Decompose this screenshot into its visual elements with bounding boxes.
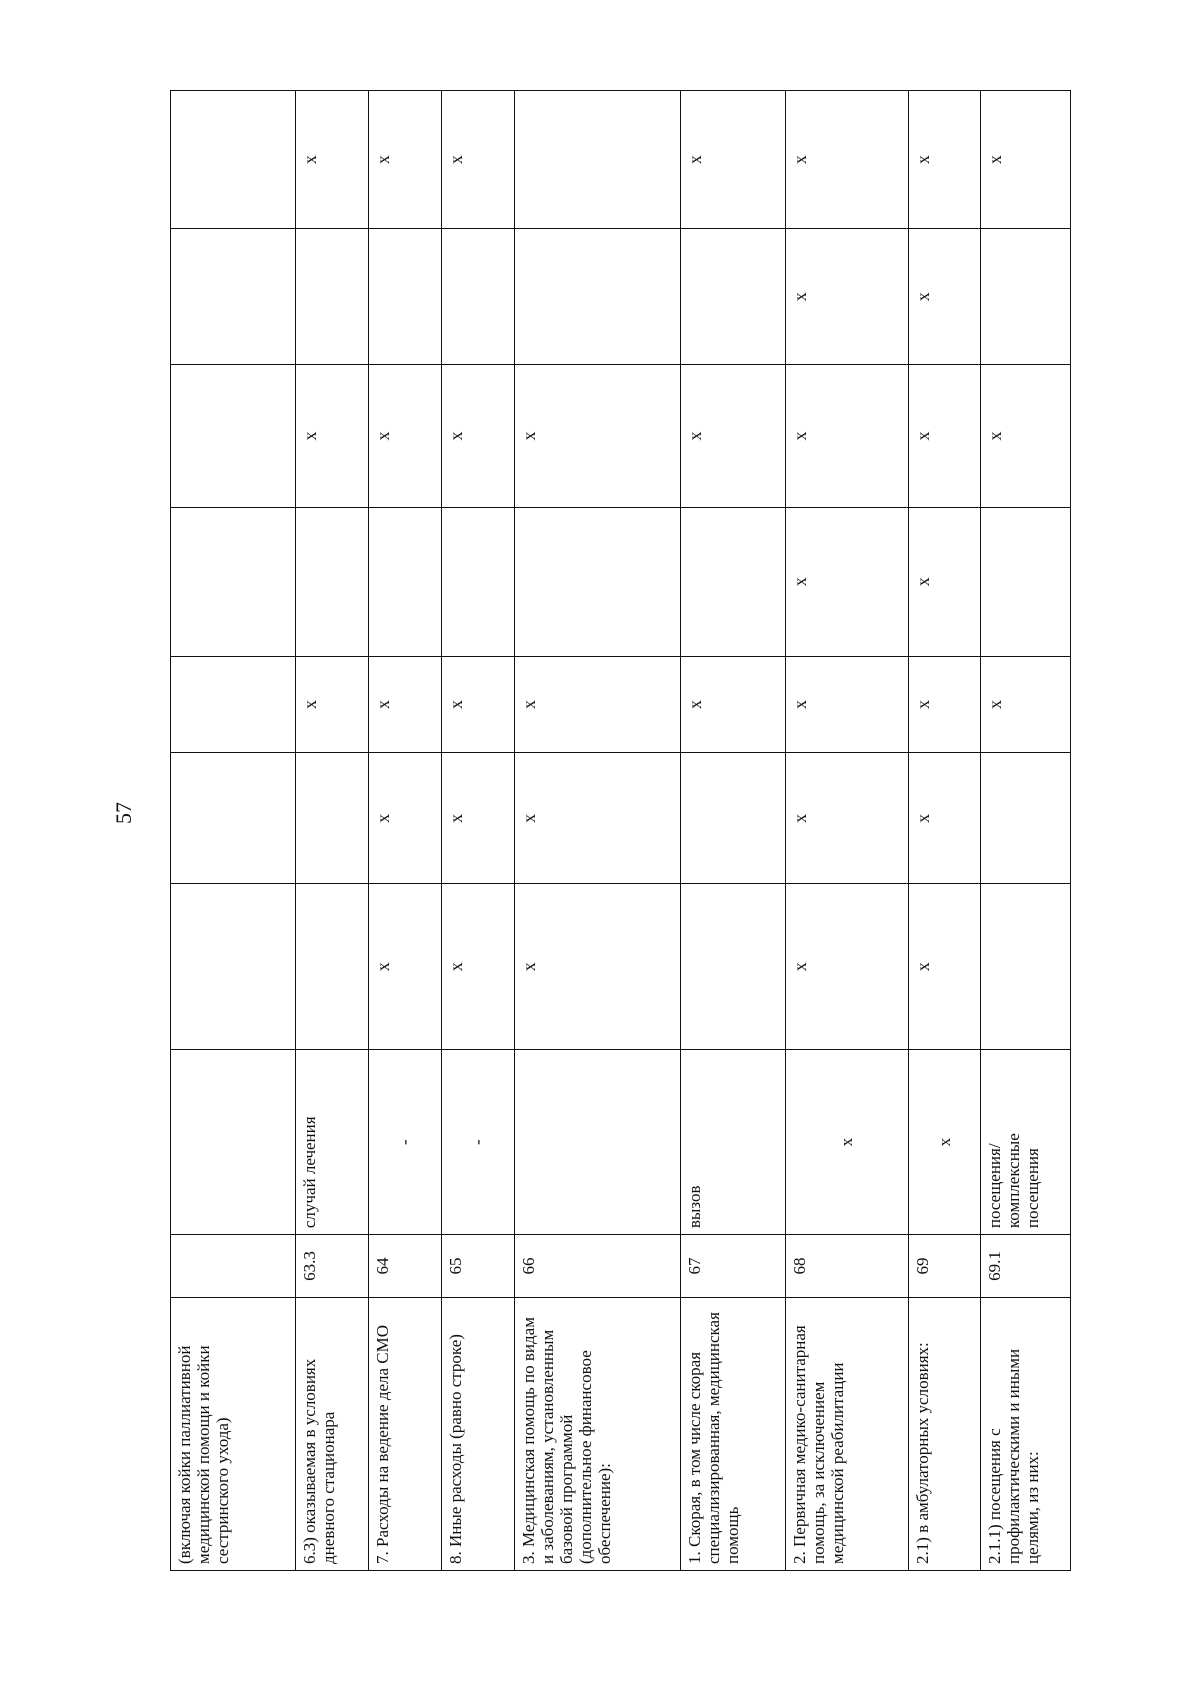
row-code-cell: 67 [680, 1235, 785, 1298]
row-value-cell-4: х [785, 507, 908, 656]
row-value-cell-6 [295, 229, 368, 365]
table-row [295, 90, 368, 1570]
row-value-cell-7: х [441, 90, 514, 228]
row-value-cell-4 [680, 507, 785, 656]
row-value-cell-3: х [785, 656, 908, 753]
row-value-cell-7: х [785, 90, 908, 228]
row-unit-cell: вызов [680, 1050, 785, 1235]
row-value-cell-4 [441, 507, 514, 656]
row-value-cell-5 [171, 365, 296, 508]
row-value-cell-6 [680, 229, 785, 365]
row-value-cell-5: х [785, 365, 908, 508]
table-row [514, 90, 680, 1570]
row-code-cell: 63.3 [295, 1235, 368, 1298]
row-value-cell-2: х [514, 753, 680, 884]
row-value-cell-5: х [908, 365, 980, 508]
table-row [441, 90, 514, 1570]
row-unit-cell: - [441, 1050, 514, 1235]
row-value-cell-1: х [514, 884, 680, 1050]
table-row [785, 90, 908, 1570]
row-value-cell-3: х [368, 656, 441, 753]
row-value-cell-4 [171, 507, 296, 656]
row-code-cell [171, 1235, 296, 1298]
row-value-cell-3: х [514, 656, 680, 753]
table-row [908, 90, 980, 1570]
row-value-cell-2: х [368, 753, 441, 884]
row-code-cell: 64 [368, 1235, 441, 1298]
table-row [171, 90, 296, 1570]
row-value-cell-7: х [295, 90, 368, 228]
row-value-cell-5: х [295, 365, 368, 508]
row-code-cell: 68 [785, 1235, 908, 1298]
row-value-cell-2 [680, 753, 785, 884]
row-value-cell-2 [295, 753, 368, 884]
row-value-cell-4: х [908, 507, 980, 656]
row-value-cell-2: х [908, 753, 980, 884]
row-value-cell-1: х [441, 884, 514, 1050]
row-name-cell: (включая койки паллиативной медицинской помощи и койки сестринского ухода) [171, 1297, 296, 1570]
row-value-cell-4 [514, 507, 680, 656]
page-number: 57 [111, 802, 136, 824]
row-value-cell-4 [980, 507, 1070, 656]
row-value-cell-6 [171, 229, 296, 365]
row-value-cell-4 [368, 507, 441, 656]
row-value-cell-1 [980, 884, 1070, 1050]
row-value-cell-2: х [441, 753, 514, 884]
row-value-cell-6: х [908, 229, 980, 365]
row-value-cell-6: х [785, 229, 908, 365]
row-value-cell-5: х [680, 365, 785, 508]
row-value-cell-5: х [441, 365, 514, 508]
row-unit-cell: случай лечения [295, 1050, 368, 1235]
row-name-cell: 1. Скорая, в том числе скорая специализированная, медицинская помощь [680, 1297, 785, 1570]
row-name-cell: 2.1) в амбулаторных условиях: [908, 1297, 980, 1570]
row-unit-cell [514, 1050, 680, 1235]
row-value-cell-3: х [680, 656, 785, 753]
row-value-cell-6 [980, 229, 1070, 365]
row-value-cell-3: х [908, 656, 980, 753]
row-value-cell-3: х [980, 656, 1070, 753]
row-value-cell-6 [441, 229, 514, 365]
row-value-cell-5: х [514, 365, 680, 508]
row-unit-cell: х [785, 1050, 908, 1235]
row-value-cell-7 [514, 90, 680, 228]
row-value-cell-7: х [908, 90, 980, 228]
row-value-cell-2 [980, 753, 1070, 884]
row-name-cell: 8. Иные расходы (равно строке) [441, 1297, 514, 1570]
row-value-cell-7 [171, 90, 296, 228]
row-value-cell-2 [171, 753, 296, 884]
row-unit-cell: х [908, 1050, 980, 1235]
row-name-cell: 3. Медицинская помощь по видам и заболеваниям, установленным базовой программой (дополнительное финансовое обеспечение): [514, 1297, 680, 1570]
row-value-cell-7: х [980, 90, 1070, 228]
row-value-cell-5: х [980, 365, 1070, 508]
row-code-cell: 69 [908, 1235, 980, 1298]
row-code-cell: 65 [441, 1235, 514, 1298]
row-value-cell-7: х [368, 90, 441, 228]
row-name-cell: 2. Первичная медико-санитарная помощь, за исключением медицинской реабилитации [785, 1297, 908, 1570]
row-name-cell: 7. Расходы на ведение дела СМО [368, 1297, 441, 1570]
table-row [368, 90, 441, 1570]
row-value-cell-1 [680, 884, 785, 1050]
row-value-cell-4 [295, 507, 368, 656]
table-row [680, 90, 785, 1570]
table-row [980, 90, 1070, 1570]
row-value-cell-1: х [908, 884, 980, 1050]
row-value-cell-5: х [368, 365, 441, 508]
row-value-cell-1 [295, 884, 368, 1050]
row-value-cell-1: х [368, 884, 441, 1050]
row-value-cell-3 [171, 656, 296, 753]
row-value-cell-6 [514, 229, 680, 365]
financing-table [170, 90, 1071, 1571]
row-value-cell-7: х [680, 90, 785, 228]
row-unit-cell [171, 1050, 296, 1235]
row-unit-cell: посещения/комплексные посещения [980, 1050, 1070, 1235]
row-value-cell-2: х [785, 753, 908, 884]
row-code-cell: 66 [514, 1235, 680, 1298]
row-value-cell-1 [171, 884, 296, 1050]
row-value-cell-3: х [295, 656, 368, 753]
row-value-cell-6 [368, 229, 441, 365]
rotated-table-container [170, 91, 1070, 1571]
row-value-cell-3: х [441, 656, 514, 753]
row-value-cell-1: х [785, 884, 908, 1050]
row-name-cell: 6.3) оказываемая в условиях дневного стационара [295, 1297, 368, 1570]
row-code-cell: 69.1 [980, 1235, 1070, 1298]
row-unit-cell: - [368, 1050, 441, 1235]
row-name-cell: 2.1.1) посещения с профилактическими и иными целями, из них: [980, 1297, 1070, 1570]
